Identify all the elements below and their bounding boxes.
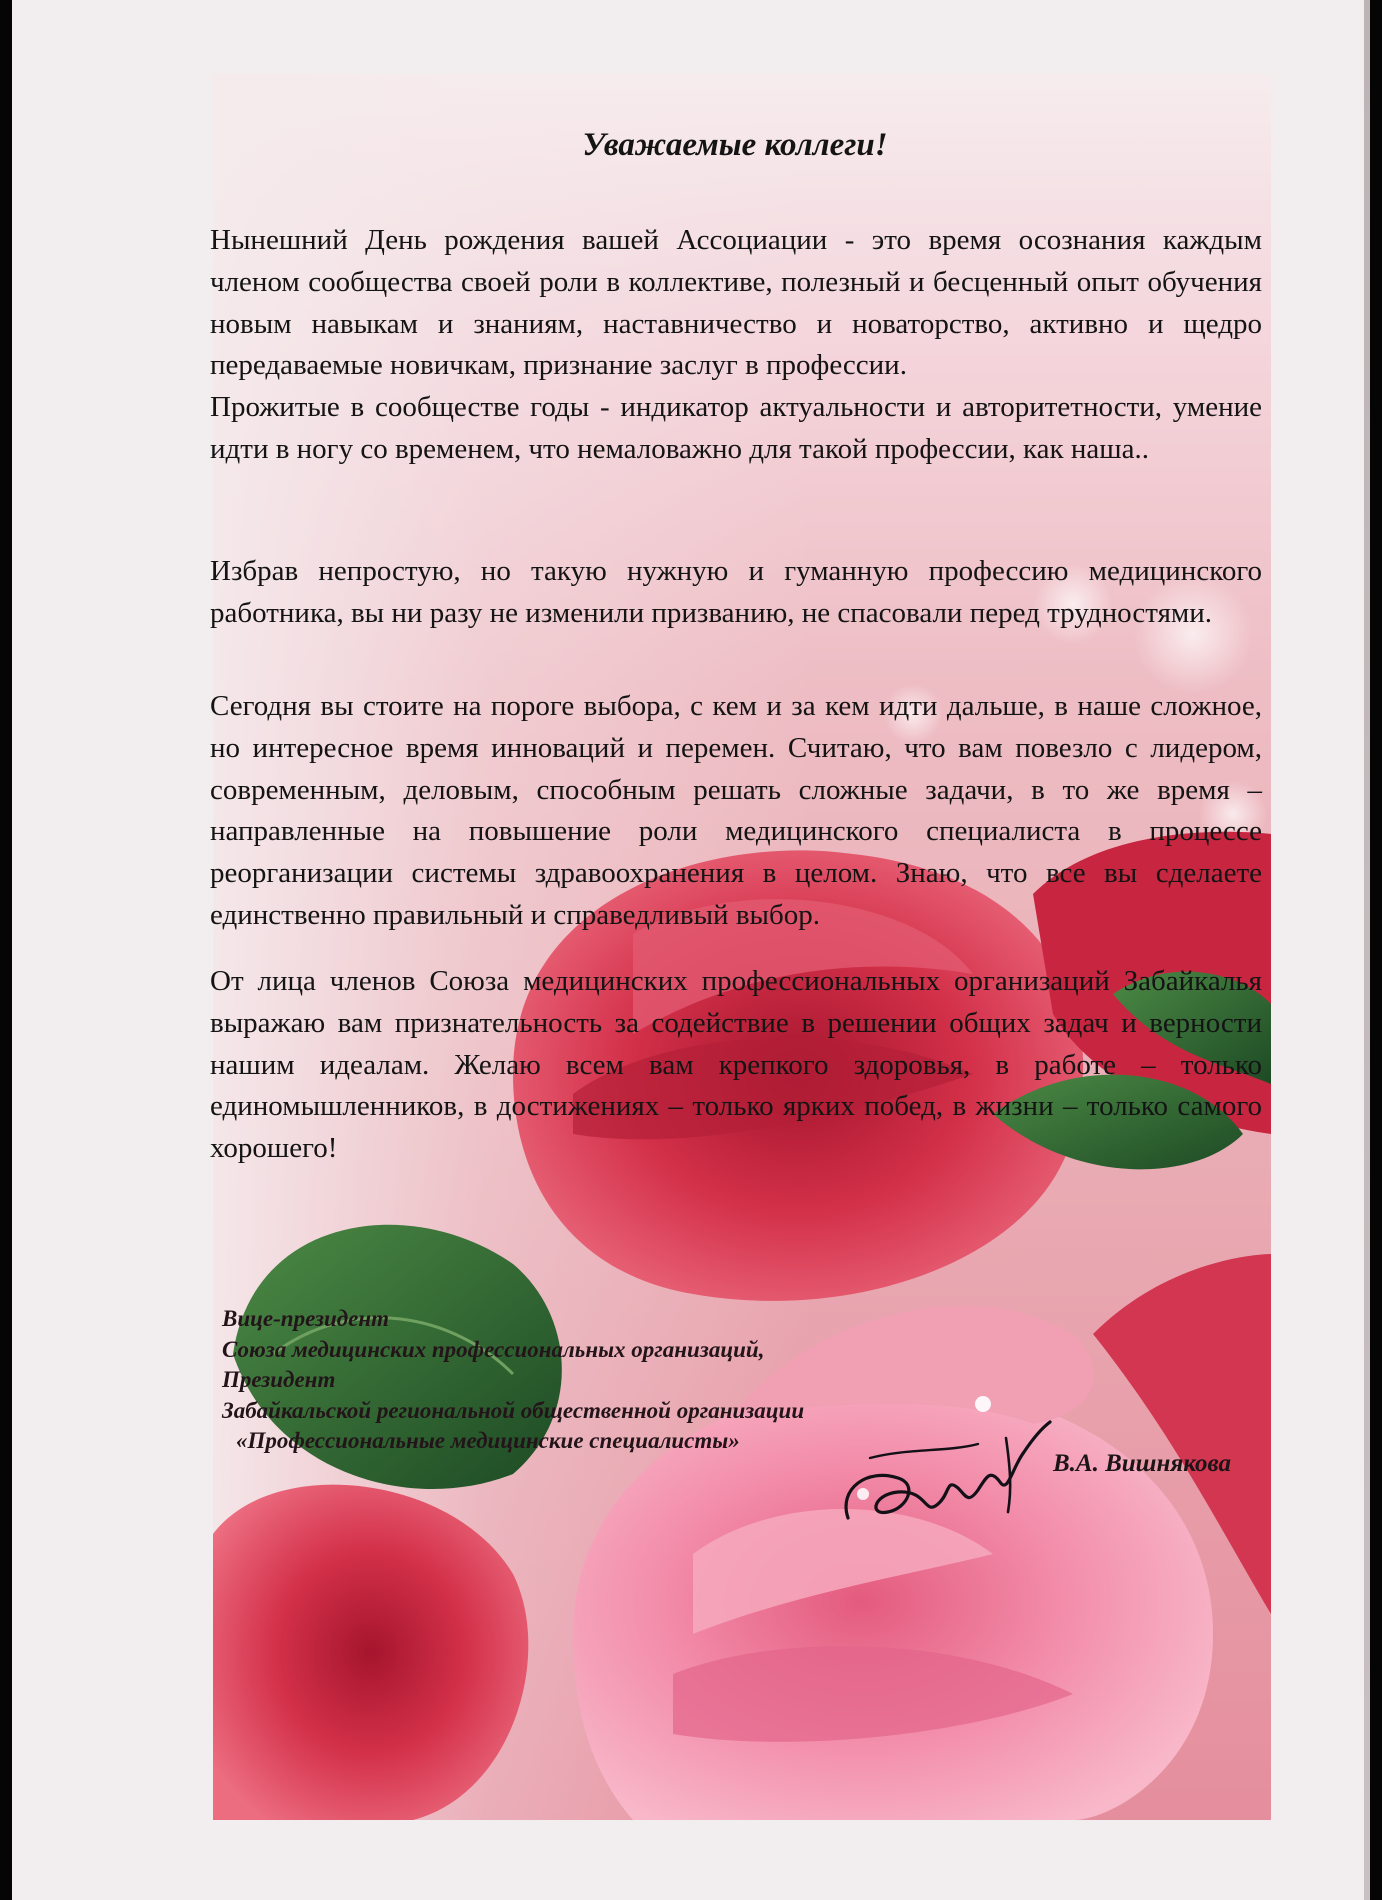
scan-edge <box>1364 0 1370 1900</box>
handwritten-signature <box>828 1408 1058 1538</box>
paragraph-leader: Сегодня вы стоите на пороге выбора, с кем и за кем идти дальше, в наше сложное, но интересное время инноваций и перемен. Считаю, что вам повезло с лидером, современным, деловым, способным решать сложные задачи, в то же время – направленные на повышение роли медицинского специалиста в процессе реорганизации системы здравоохранения в целом. Знаю, что все вы сделаете единственно правильный и справедливый выбор. <box>210 690 1262 931</box>
signer-title-vice-president: Вице-президент <box>222 1306 390 1331</box>
signer-title-president: Президент <box>222 1367 336 1393</box>
greeting-heading: Уважаемые коллеги! <box>582 127 888 163</box>
signer-name: В.А. Вишнякова <box>1053 1450 1231 1477</box>
signer-organization-regional: Забайкальской региональной общественной организации <box>222 1397 805 1423</box>
paragraph-profession: Избрав непростую, но такую нужную и гуманную профессию медицинского работника, вы ни разу не изменили призванию, не спасовали перед трудностями. <box>210 555 1262 629</box>
paragraph-anniversary-text: Нынешний День рождения вашей Ассоциации - это время осознания каждым членом сообщества своей роли в коллективе, полезный и бесценный опыт обучения новым навыкам и знаниям, наставничество и новаторство, активно и щедро передаваемые новичкам, признание заслуг в профессии. <box>210 224 1262 382</box>
signer-organization-union: Союза медицинских профессиональных организаций, <box>222 1336 765 1362</box>
paragraph-anniversary <box>210 220 1262 471</box>
paragraph-wishes: От лица членов Союза медицинских профессиональных организаций Забайкалья выражаю вам признательность за содействие в решении общих задач и верности нашим идеалам. Желаю всем вам крепкого здоровья, в работе – только единомышленников, в достижениях – только ярких побед, в жизни – только самого хорошего! <box>210 965 1262 1165</box>
paragraph-years-text: Прожитые в сообществе годы - индикатор актуальности и авторитетности, умение идти в ногу со временем, что немаловажно для такой профессии, как наша.. <box>210 391 1262 465</box>
signer-organization-name: «Профессиональные медицинские специалисты» <box>236 1428 740 1454</box>
signature-block <box>222 1304 1252 1457</box>
